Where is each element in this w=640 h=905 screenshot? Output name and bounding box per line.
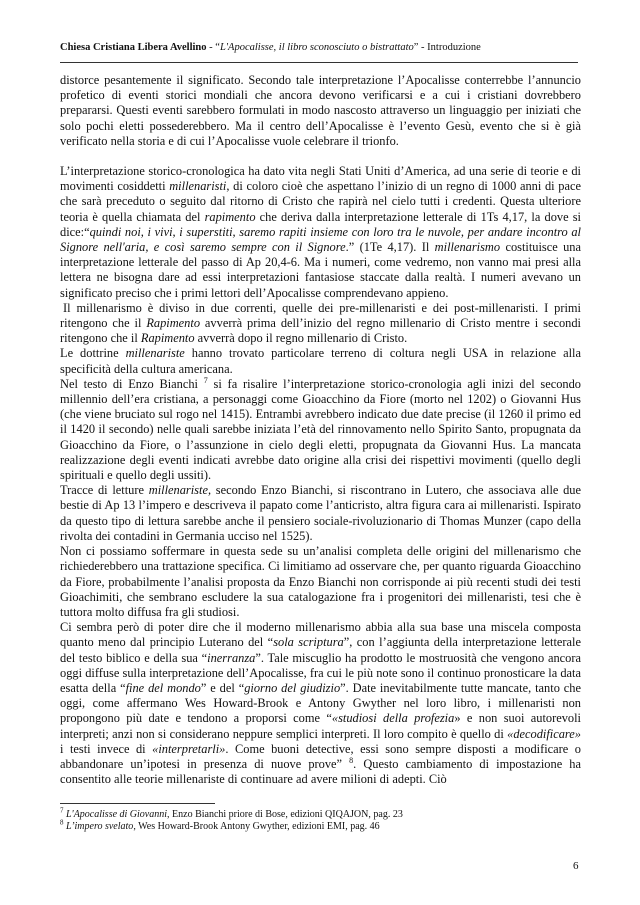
paragraph: L’interpretazione storico-cronologica ha dato vita negli Stati Uniti d’America, ad una serie di teorie e di movimenti cosiddetti millenaristi, di coloro cioè che aspettano l’inizio di un regno di 1000 anni di pace che sarà preceduto o seguito dal ritorno di Cristo che rapirà nel cielo tutti i credenti. Questa ulteriore teoria è quella chiamata del rapimento che deriva dalla interpretazione letterale di 1Ts 4,17, la dove si dice:“quindi noi, i vivi, i superstiti, saremo rapiti insieme con loro tra le nuvole, per andare incontro al Signore nell'aria, e così saremo sempre con il Signore.” (1Te 4,17). Il millenarismo costituisce una interpretazione letterale del passo di Ap 20,4-6. Ma i numeri, come vedremo, non vanno mai presi alla lettera ne bisogna dare ad essi interpretazioni fantasiose staccate dalla realtà. I numeri avevano un significato preciso che i primi lettori dell’Apocalisse comprendevano appieno.: [60, 164, 581, 300]
header-section: Introduzione: [427, 42, 481, 53]
paragraph: distorce pesantemente il significato. Secondo tale interpretazione l’Apocalisse conterrebbe l’annuncio profetico di eventi storici mondiali che ancora devono verificarsi e a cui i cristiani dovrebbero prepararsi. Questi eventi sarebbero formulati in modo nascosto attraverso un linguaggio per iniziati che solo pochi eletti possederebbero. Ma il centro dell’Apocalisse è l’evento Gesù, evento che si è già verificato nella storia e di cui l’Apocalisse vuole celebrare il trionfo.: [60, 73, 581, 148]
footnotes: [60, 806, 580, 833]
header-rule: [60, 62, 578, 63]
paragraph: Ci sembra però di poter dire che il moderno millenarismo abbia alla sua base una miscela composta quanto meno dal principio Luterano del “sola scriptura”, con l’aggiunta della interpretazione letterale del testo biblico e della sua “inerranza”. Tale miscuglio ha prodotto le mostruosità che vengono ancora oggi diffuse sulla interpretazione dell’Apocalisse, fra cui le più note sono il continuo pronosticare la data esatta della “fine del mondo” e del “giorno del giudizio”. Date inevitabilmente tutte mancate, tanto che oggi, come affermano Wes Howard-Brook e Antony Gwyther nel loro libro, i millenaristi non propongono più date e tendono a proporsi come “«studiosi della profezia» e non suoi autorevoli interpreti; anzi non si considerano neppure semplici interpreti. Il loro compito è quello di «decodificare» i testi invece di «interpretarli». Come buoni detective, essi sono sempre disposti a modificare o abbandonare un’ipotesi in presenza di nuove prove” $^8$. Questo cambiamento di impostazione ha consentito alle teorie millenariste di continuare ad avere milioni di adepti. Ciò: [60, 620, 582, 787]
page-number: 6: [573, 860, 579, 872]
footnote: $^7$ L'Apocalisse di Giovanni, Enzo Bianchi priore di Bose, edizioni QIQAJON, pag. 23: [60, 806, 403, 820]
footnote-ref: 8: [349, 755, 354, 765]
paragraph: Non ci possiamo soffermare in questa sede su un’analisi completa delle origini del millenarismo che richiederebbero una trattazione specifica. Ci limitiamo ad osservare che, per quanto riguarda Gioacchino da Fiore, probabilmente l’analisi proposta da Enzo Bianchi non corrisponde ai più recenti studi dei testi Gioachimiti, che sembrano escludere la sua catalogazione fra i progenitori dei millenaristi, tesi che è tuttora molto diffusa fra gli studiosi.: [60, 544, 581, 619]
running-header: [60, 41, 580, 54]
footnote-rule: [60, 803, 215, 804]
header-separator: ” -: [413, 42, 428, 53]
header-book-title: L'Apocalisse, il libro sconosciuto o bistrattato: [219, 42, 414, 53]
footnote: $^8$ L’impero svelato, Wes Howard-Brook Antony Gwyther, edizioni EMI, pag. 46: [60, 818, 380, 832]
paragraph: Nel testo di Enzo Bianchi $^7$ si fa risalire l’interpretazione storico-cronologia agli inizi del secondo millennio dell’era cristiana, a personaggi come Gioacchino da Fiore (morto nel 1202) o Giovanni Hus (che viene bruciato sul rogo nel 1415). Entrambi avrebbero indicato due date precise (il 1260 il primo ed il 1420 il secondo) nelle quali sarebbe iniziata l’età del rinnovamento nello Spirito Santo, propugnata da Gioacchino da Fiore, o l’assunzione in cielo degli eletti, propugnata da Giovanni Hus. La mancata realizzazione degli eventi indicati avrebbe dato origine alla crisi dei rispettivi movimenti (quello degli spirituali e quello degli ussiti).: [60, 375, 582, 483]
header-organization: Chiesa Cristiana Libera Avellino: [60, 42, 207, 53]
body-text: [60, 73, 581, 787]
paragraph: Le dottrine millenariste hanno trovato particolare terreno di coltura negli USA in relazione alla specificità della cultura americana.: [60, 346, 581, 376]
paragraph: Tracce di letture millenariste, secondo Enzo Bianchi, si riscontrano in Lutero, che associava alle due bestie di Ap 13 l’impero e descriveva il papato come l’anticristo, altra figura cara ai millenaristi. Ispirato da questo tipo di lettura sarebbe anche il pensiero sociale-rivoluzionario di Thomas Munzer (capo della rivolta dei contadini in Germania ucciso nel 1525).: [60, 483, 582, 543]
paragraph: Il millenarismo è diviso in due correnti, quelle dei pre-millenaristi e dei post-millenaristi. I primi ritengono che il Rapimento avverrà prima dell’inizio del regno millenario di Cristo mentre i secondi ritengono che il Rapimento avverrà dopo il regno millenario di Cristo.: [60, 300, 581, 346]
header-separator: - “: [206, 42, 220, 53]
footnote-ref: 7: [203, 375, 208, 385]
